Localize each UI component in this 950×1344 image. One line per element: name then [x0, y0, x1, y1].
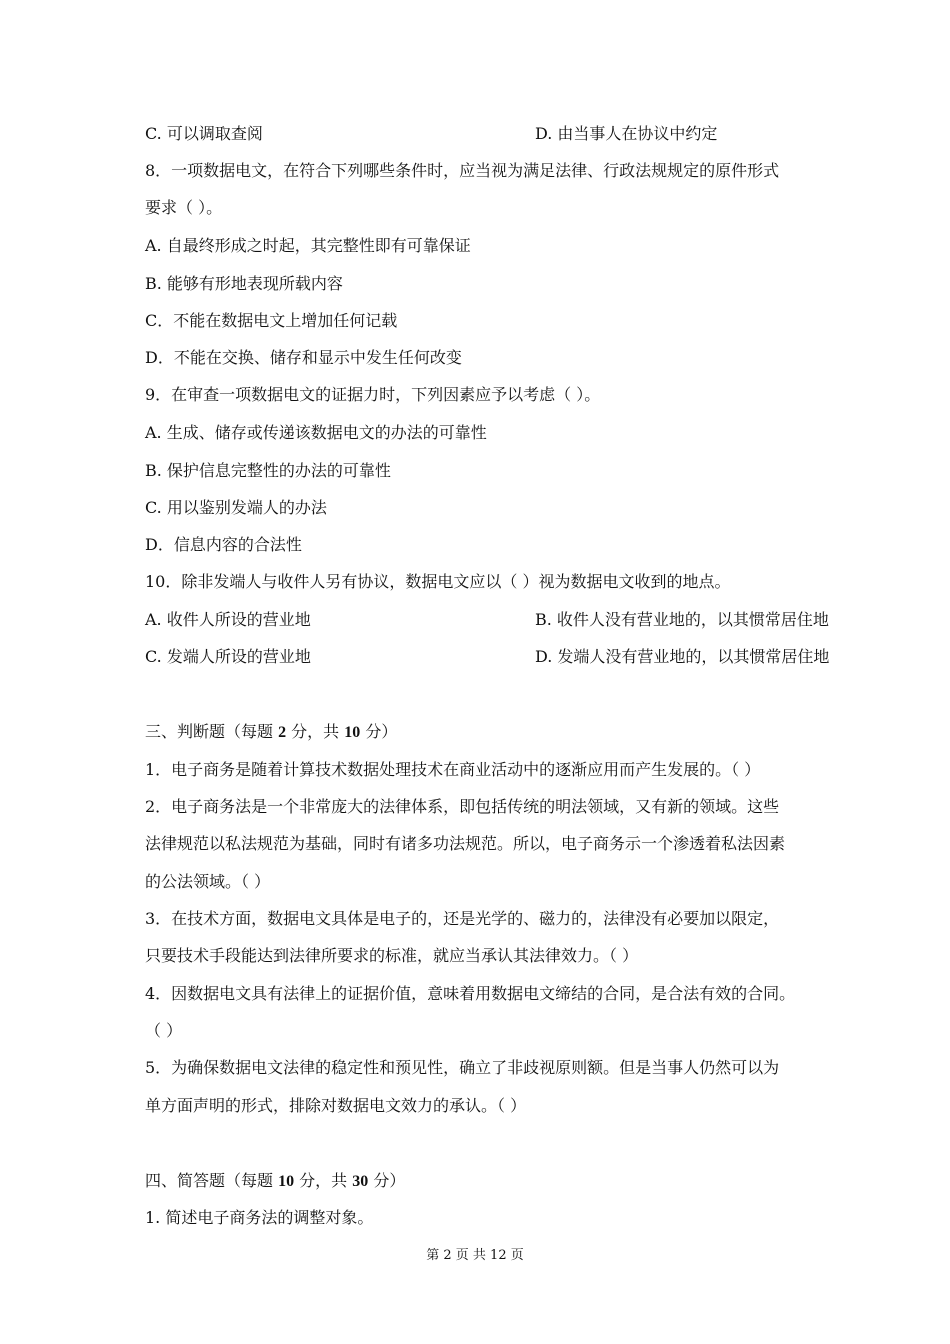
q10-option-d: D. 发端人没有营业地的，以其惯常居住地	[535, 647, 830, 666]
q7-option-d: D. 由当事人在协议中约定	[535, 124, 718, 143]
q8-stem-line1: 8．一项数据电文，在符合下列哪些条件时，应当视为满足法律、行政法规规定的原件形式	[145, 161, 780, 180]
q10-option-b: B. 收件人没有营业地的，以其惯常居住地	[535, 610, 829, 629]
section3-item-4-line2: （ ）	[145, 1021, 183, 1040]
q9-option-a: A. 生成、储存或传递该数据电文的办法的可靠性	[145, 423, 487, 442]
section3-item-3-line2: 只要技术手段能达到法律所要求的标准，就应当承认其法律效力。（ ）	[145, 946, 639, 965]
section3-item-2-line1: 2．电子商务法是一个非常庞大的法律体系，即包括传统的明法领域，又有新的领域。这些	[145, 797, 780, 816]
q10-option-c: C. 发端人所设的营业地	[145, 647, 311, 666]
section4-title-post: 分）	[368, 1171, 406, 1190]
q9-stem: 9．在审查一项数据电文的证据力时，下列因素应予以考虑（ ）。	[145, 385, 601, 404]
section3-heading	[145, 722, 397, 743]
q8-option-c: C．不能在数据电文上增加任何记载	[145, 311, 398, 330]
section4-title-mid: 分，共	[294, 1171, 353, 1190]
q8-option-b: B. 能够有形地表现所载内容	[145, 274, 343, 293]
q9-option-d: D．信息内容的合法性	[145, 535, 302, 554]
section4-score-total: 30	[352, 1173, 369, 1190]
section3-title-mid: 分，共	[286, 722, 345, 741]
section3-score-each: 2	[278, 724, 287, 741]
q10-option-a: A. 收件人所设的营业地	[145, 610, 311, 629]
section3-item-3-line1: 3．在技术方面，数据电文具体是电子的，还是光学的、磁力的，法律没有必要加以限定，	[145, 909, 780, 928]
section3-title-pre: 三、判断题（每题	[145, 722, 279, 741]
q8-option-a: A. 自最终形成之时起，其完整性即有可靠保证	[145, 236, 471, 255]
q7-option-c: C. 可以调取查阅	[145, 124, 263, 143]
section3-item-5-line2: 单方面声明的形式，排除对数据电文效力的承认。（ ）	[145, 1096, 527, 1115]
section3-item-5-line1: 5．为确保数据电文法律的稳定性和预见性，确立了非歧视原则额。但是当事人仍然可以为	[145, 1058, 780, 1077]
section3-score-total: 10	[344, 724, 361, 741]
page-number-footer: 第 2 页 共 12 页	[426, 1248, 524, 1263]
section3-item-2-line3: 的公法领域。（ ）	[145, 872, 271, 891]
section4-item-1: 1. 简述电子商务法的调整对象。	[145, 1208, 374, 1227]
section4-title-pre: 四、简答题（每题	[145, 1171, 279, 1190]
q8-stem-line2: 要求（ ）。	[145, 198, 223, 217]
q8-option-d: D．不能在交换、储存和显示中发生任何改变	[145, 348, 462, 367]
q10-options-row-1	[145, 610, 829, 630]
q9-option-c: C. 用以鉴别发端人的办法	[145, 498, 327, 517]
section4-score-each: 10	[278, 1173, 295, 1190]
q10-options-row-2	[145, 647, 830, 667]
section3-item-2-line2: 法律规范以私法规范为基础，同时有诸多功法规范。所以，电子商务示一个渗透着私法因素	[145, 834, 786, 853]
section3-item-4-line1: 4．因数据电文具有法律上的证据价值，意味着用数据电文缔结的合同，是合法有效的合同。	[145, 984, 796, 1003]
q10-stem: 10．除非发端人与收件人另有协议，数据电文应以（ ）视为数据电文收到的地点。	[145, 572, 731, 591]
q7-options-row	[145, 124, 718, 144]
section3-title-post: 分）	[360, 722, 398, 741]
section3-item-1-line1: 1．电子商务是随着计算技术数据处理技术在商业活动中的逐渐应用而产生发展的。（ ）	[145, 760, 761, 779]
section4-heading	[145, 1171, 405, 1192]
q9-option-b: B. 保护信息完整性的办法的可靠性	[145, 461, 391, 480]
